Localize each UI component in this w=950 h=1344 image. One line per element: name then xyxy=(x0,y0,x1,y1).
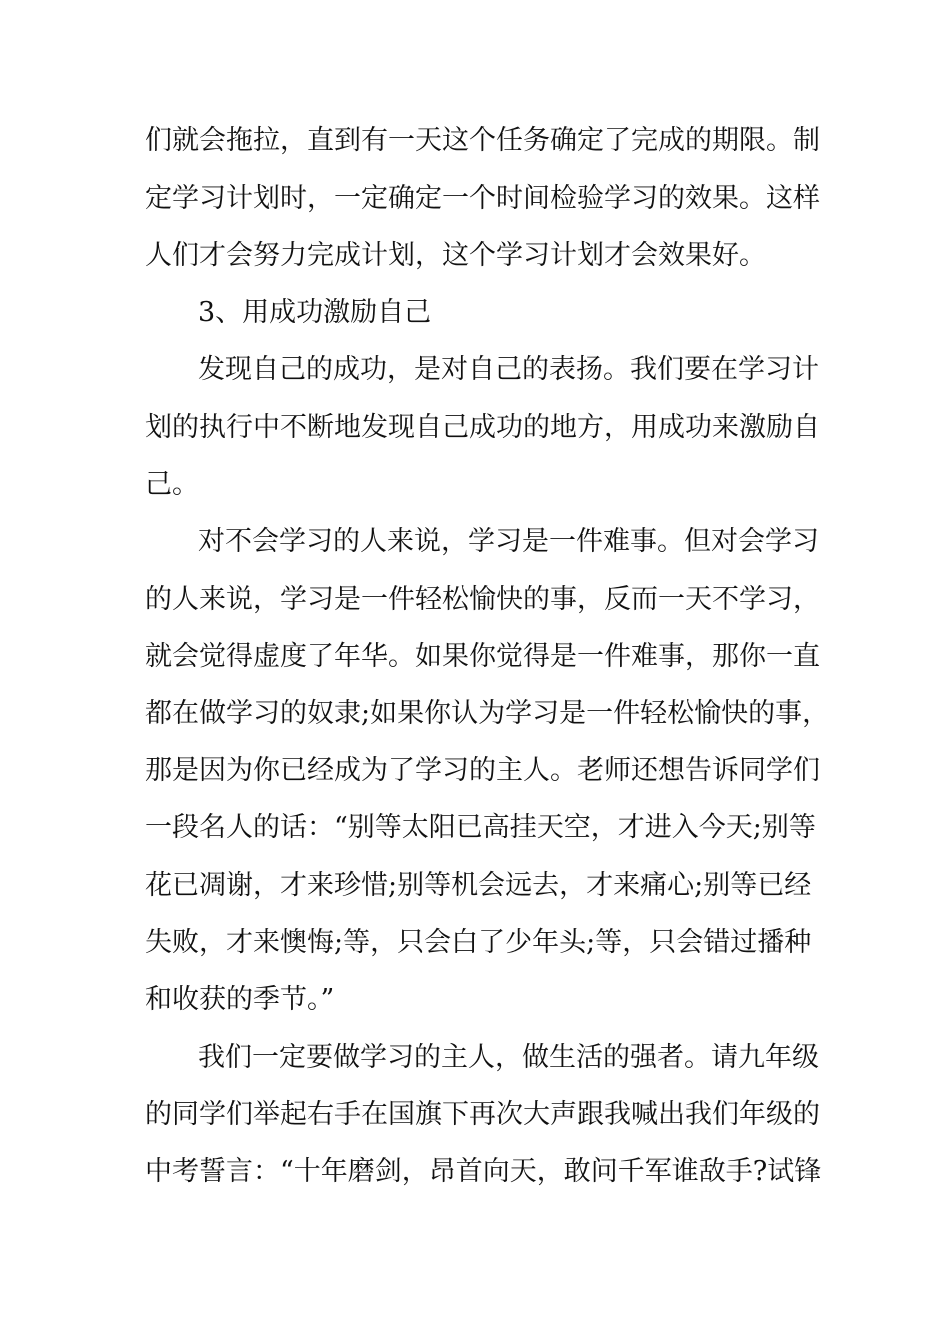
text-line-6: 划的执行中不断地发现自己成功的地方，用成功来激励自 xyxy=(145,412,820,443)
text-line-9: 的人来说，学习是一件轻松愉快的事，反而一天不学习， xyxy=(145,584,820,615)
text-line-7: 己。 xyxy=(145,469,199,500)
text-line-15: 失败，才来懊悔;等，只会白了少年头;等，只会错过播种 xyxy=(145,927,812,958)
text-line-1: 们就会拖拉，直到有一天这个任务确定了完成的期限。制 xyxy=(145,125,820,156)
text-line-17: 我们一定要做学习的主人，做生活的强者。请九年级 xyxy=(198,1042,819,1073)
text-line-14: 花已凋谢，才来珍惜;别等机会远去，才来痛心;别等已经 xyxy=(145,870,812,901)
text-line-3: 人们才会努力完成计划，这个学习计划才会效果好。 xyxy=(145,240,766,271)
text-line-16: 和收获的季节。” xyxy=(145,984,335,1015)
text-line-10: 就会觉得虚度了年华。如果你觉得是一件难事，那你一直 xyxy=(145,641,820,672)
text-line-11: 都在做学习的奴隶;如果你认为学习是一件轻松愉快的事， xyxy=(145,698,830,729)
text-line-8: 对不会学习的人来说，学习是一件难事。但对会学习 xyxy=(198,526,819,557)
text-line-18: 的同学们举起右手在国旗下再次大声跟我喊出我们年级的 xyxy=(145,1099,820,1130)
text-line-12: 那是因为你已经成为了学习的主人。老师还想告诉同学们 xyxy=(145,755,820,786)
text-line-2: 定学习计划时，一定确定一个时间检验学习的效果。这样 xyxy=(145,183,820,214)
text-line-5: 发现自己的成功，是对自己的表扬。我们要在学习计 xyxy=(198,354,819,385)
text-line-13: 一段名人的话：“别等太阳已高挂天空，才进入今天;别等 xyxy=(145,812,816,843)
text-line-19: 中考誓言：“十年磨剑，昂首向天，敢问千军谁敌手?试锋 xyxy=(145,1156,822,1187)
section-heading: 3、用成功激励自己 xyxy=(198,297,432,328)
